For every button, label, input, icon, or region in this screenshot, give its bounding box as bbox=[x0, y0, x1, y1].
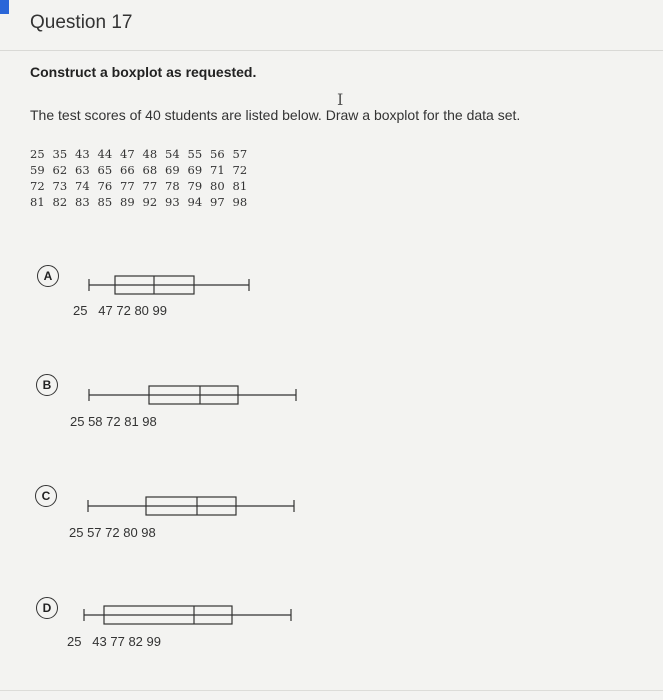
score-value: 69 bbox=[187, 163, 203, 177]
text-cursor-icon: I bbox=[337, 90, 344, 109]
question-instruction: Construct a boxplot as requested. bbox=[30, 64, 257, 80]
score-value: 43 bbox=[75, 147, 90, 161]
boxplot-a bbox=[88, 273, 266, 297]
boxplot-label-a: 25 47 72 80 99 bbox=[73, 303, 167, 318]
boxplot-label-c: 25 57 72 80 98 bbox=[69, 525, 156, 540]
score-value: 25 bbox=[30, 147, 45, 161]
boxplot-c bbox=[87, 494, 299, 518]
choice-radio-c[interactable]: C bbox=[35, 485, 57, 507]
score-value: 76 bbox=[97, 179, 113, 193]
header-divider bbox=[0, 50, 663, 51]
score-value: 82 bbox=[52, 195, 68, 209]
score-value: 47 bbox=[120, 147, 135, 161]
score-value: 89 bbox=[120, 195, 135, 209]
scores-row bbox=[30, 146, 255, 162]
score-value: 94 bbox=[187, 195, 203, 209]
boxplot-label-b: 25 58 72 81 98 bbox=[70, 414, 157, 429]
score-value: 97 bbox=[210, 195, 225, 209]
score-value: 65 bbox=[97, 163, 113, 177]
score-value: 77 bbox=[120, 179, 135, 193]
score-value: 56 bbox=[210, 147, 225, 161]
score-value: 62 bbox=[52, 163, 68, 177]
question-title: Question 17 bbox=[30, 12, 133, 33]
score-value: 54 bbox=[165, 147, 180, 161]
scores-row bbox=[30, 162, 255, 178]
scores-row bbox=[30, 178, 255, 194]
score-value: 55 bbox=[187, 147, 203, 161]
score-value: 68 bbox=[142, 163, 158, 177]
boxplot-b bbox=[88, 383, 300, 407]
footer-divider bbox=[0, 690, 663, 691]
score-value: 98 bbox=[232, 195, 248, 209]
accent-bar bbox=[0, 0, 9, 14]
score-value: 79 bbox=[187, 179, 203, 193]
score-value: 35 bbox=[52, 147, 68, 161]
score-value: 72 bbox=[232, 163, 248, 177]
score-value: 93 bbox=[165, 195, 180, 209]
scores-table bbox=[30, 146, 255, 210]
score-value: 78 bbox=[165, 179, 180, 193]
boxplot-d bbox=[83, 603, 295, 627]
score-value: 59 bbox=[30, 163, 45, 177]
score-value: 72 bbox=[30, 179, 45, 193]
scores-row bbox=[30, 194, 255, 210]
score-value: 69 bbox=[165, 163, 180, 177]
score-value: 63 bbox=[75, 163, 90, 177]
score-value: 81 bbox=[232, 179, 248, 193]
score-value: 71 bbox=[210, 163, 225, 177]
choice-radio-a[interactable]: A bbox=[37, 265, 59, 287]
score-value: 83 bbox=[75, 195, 90, 209]
score-value: 77 bbox=[142, 179, 158, 193]
question-prompt: The test scores of 40 students are listed below. Draw a boxplot for the data set. bbox=[30, 107, 521, 123]
score-value: 92 bbox=[142, 195, 158, 209]
choice-radio-b[interactable]: B bbox=[36, 374, 58, 396]
score-value: 66 bbox=[120, 163, 135, 177]
score-value: 85 bbox=[97, 195, 113, 209]
score-value: 48 bbox=[142, 147, 158, 161]
boxplot-label-d: 25 43 77 82 99 bbox=[67, 634, 161, 649]
score-value: 80 bbox=[210, 179, 225, 193]
score-value: 74 bbox=[75, 179, 90, 193]
score-value: 44 bbox=[97, 147, 113, 161]
choice-radio-d[interactable]: D bbox=[36, 597, 58, 619]
score-value: 73 bbox=[52, 179, 68, 193]
score-value: 57 bbox=[232, 147, 248, 161]
score-value: 81 bbox=[30, 195, 45, 209]
